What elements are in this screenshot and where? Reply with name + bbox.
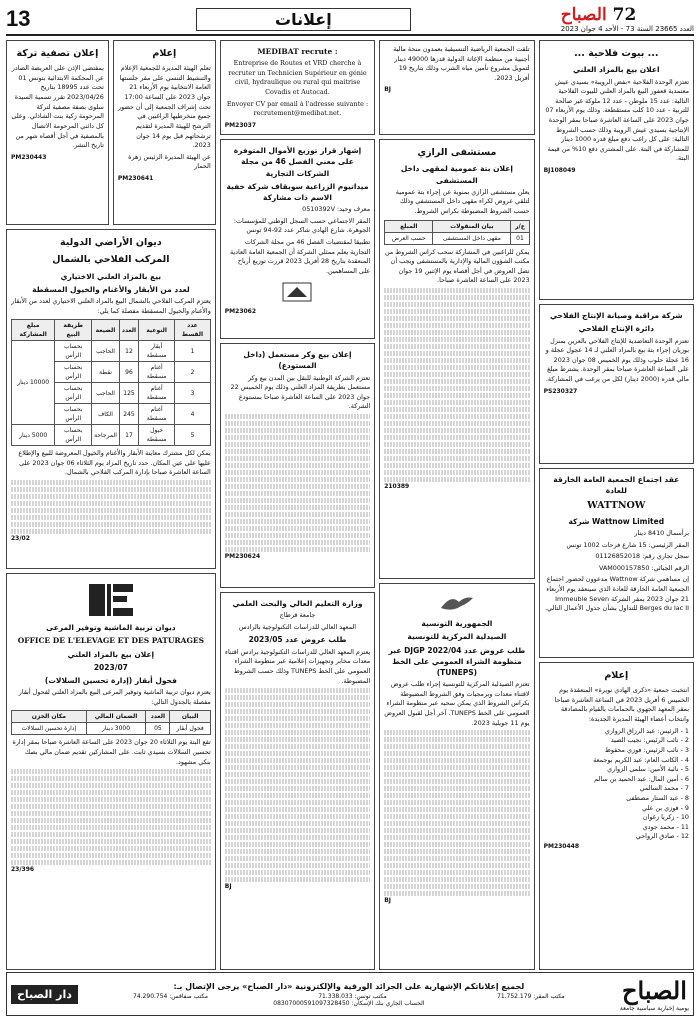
ad-ref: PM23062: [224, 307, 257, 315]
table-row: 4 أغنام مسقطة 245 الكاف بحساب الرأس: [11, 404, 210, 425]
footer-badge: دار الصباح: [11, 985, 78, 1004]
ad-ref: PM230443: [10, 153, 47, 161]
ad-subtitle-2: المعهد العالي للدراسات التكنولوجية بالرادس: [238, 622, 357, 631]
page-header: [6, 4, 694, 36]
company-id: معرف وحيد: 0510392V: [302, 205, 371, 214]
ad-body: تعلم الهيئة المديرة للجمعية الإعلام والتنشيط التنسي على مقر جلستها العامة الانتخابية يوم الأربعاء 21 جوان 2023 على الساعة 17:00 تحت إشراف الجمعية إلى أن حضور جميع منخرطيها الراغبين في الترشح للهيئة المديرة لتقديم ترشحاتهم قبل يوم 14 جوان 2023.: [118, 64, 211, 150]
ad-ref: 23/396: [10, 866, 35, 874]
ad-ref: PM230448: [543, 843, 580, 850]
table-header: ع/ر: [511, 220, 529, 232]
table-header: عدد القسط: [175, 320, 211, 341]
ad-ref: PM230641: [117, 174, 154, 182]
list-item: 11 - محمد جودي: [642, 822, 689, 831]
signature: عن الهيئة المديرة الرئيس زهرة الحمار: [128, 152, 211, 171]
list-item: 4 - الكاتب العام: عبد الكريم بوجمعة: [593, 755, 689, 764]
page-footer: [6, 972, 694, 1016]
table-header: العدد: [119, 320, 138, 341]
lots-table: [11, 319, 211, 446]
table-header: المبلغ: [385, 220, 433, 232]
column-2: [379, 40, 534, 970]
ad-body: إن مساهمي شركة Wattnow مدعوون لحضور اجتماع الجمعية العامة الخارقة للعادة الذي سينعقد يوم الأربعاء 21 جوان 2023 بمقر الشركة Immeuble Seven Berges du lac II للتداول بشأن جدول الأعمال التالي.: [545, 575, 689, 613]
list-item: 7 - محمد السالمي: [639, 784, 689, 793]
ad-subtitle: دائرة الإنتاج الفلاحي: [578, 324, 654, 334]
table-header: الضيعة: [92, 320, 120, 341]
ad-razi-hospital: [379, 139, 534, 579]
list-item: 6 - أمين المال: عبد الحميد بن سالم: [594, 774, 689, 783]
footer-logo: الصباح: [622, 976, 687, 1005]
ad-body: تقع البتة يوم الثلاثاء 20 جوان 2023 على الساعة العاشرة صباحا بمقر إدارة تحسين السلالات بسيدي ثابت. على المشاركين تقديم ضمان مالي بصك بنكي مشهود.: [12, 738, 211, 766]
tender-call: طلب عروض عدد DJGP 2022/04 عبر منظومة الشراء العمومي على الخط (TUNEPS): [388, 645, 526, 677]
ad-body: تعتزم الصيدلية المركزية للتونسية إجراء طلب عروض لاقتناء معدات وبرمجيات وفق الشروط المضبوطة بكراس الشروط الذي يمكن سحبه عبر منظومة الشراء العمومي على الخط TUNEPS. آخر أجل لقبول العروض يوم 11 جويلية 2023.: [384, 680, 530, 727]
masthead-logo: 72 الصباح: [560, 5, 637, 25]
table-header: مكان الخزن: [11, 711, 86, 723]
ad-title: ... بيوت فلاحية ...: [574, 48, 659, 59]
list-item: 1 - الرئيس: عبد الرزاق الزواري: [604, 726, 689, 735]
footer-contact: [78, 982, 620, 1007]
ad-intro: يعتزم ديوان تربية الماشية وتوفير المرعى البيع بالمزاد العلني لفحول أبقار مفصلة بالجدول التالي:: [18, 688, 211, 706]
fine-print: [225, 414, 370, 552]
bulls-table: [11, 710, 211, 735]
page-number: 13: [6, 6, 31, 31]
column-1: [539, 40, 694, 970]
section-title: إعلانات: [196, 8, 411, 31]
ad-ref: BJ: [224, 883, 232, 891]
capital: برأسمال 8410 دينار: [634, 529, 689, 537]
fine-print: [225, 688, 370, 882]
ad-body: يعتزم المعهد العالي للدراسات التكنولوجية برادس اقتناء معدات مخابر وتجهيزات إعلامية عبر منظومة الشراء العمومي على الخط TUNEPS وذلك حسب الشروط المضبوطة.: [224, 647, 371, 685]
table-header: مبلغ المشاركة: [11, 320, 54, 341]
issue-line: العدد 23665 السنة 73 - الأحد 4 جوان 2023: [560, 25, 694, 33]
ad-body: يمكن لكل مشترك معاينة الأبقار والأغنام والخيول المعروضة للبيع والإطلاع عليها على عين المكان. حدد تاريخ المزاد يوم الثلاثاء 06 جوان 2023 على الساعة العاشرة صباحا بإدارة المركب الفلاحي بالشمال.: [18, 449, 211, 477]
ad-title: الجمهورية التونسية: [421, 619, 493, 628]
table-header: بيان المنقولات: [433, 220, 511, 232]
ad-body: تعتزم الوحدة الفلاحية «بفض الرويبة» بسيدي عيش معتمدية قعفور البيع بالمزاد العلني للبيوت الفلاحية التالية: عدد 15 ملوطن - عدد 12 ملوكة غير صالحة للتربية - عدد 10 كلب مستقطعة. وذلك يوم الأربعاء 07 جوان 2023 على الساعة العاشرة صباحا بمقر الوحدة الإنتاجية بسيدي عيش الرويبة وذلك حسب الشروط التالية: على كل راغب دفع مبلغ قدره 1000 دينار للمشاركة في البتة. على المشتري دفع 10% من قيمة البتة.: [545, 77, 689, 163]
table-row: 1 أبقار مسقطة 12 الحاجب بحساب الرأس 10000 دينار: [11, 341, 210, 362]
company-address: المقر الاجتماعي حسب السجل الوطني للمؤسسات: الجوهرة، شارع الهادي شاكر عدد 92-94 تونس: [233, 216, 371, 235]
ad-body: انتخبت جمعية «ذكرى الهادي نويرة» المنعقدة يوم الخميس 6 أفريل 2023 في الساعة العاشرة صباحا بمقر المعهد الجهوي بالحمامات بالقيام بالمصادقة وانتخاب أعضاء الهيئة المديرة الجديدة:: [554, 686, 689, 724]
ad-title: إعلان تصفية تركة: [16, 48, 99, 59]
registry: سجل تجاري رقم: 01126852018: [595, 552, 689, 561]
ad-body: تعتزم الشركة الوطنية للنقل بين المدن بيع وكر مستعمل بطريقة المزاد العلني وذلك يوم الخميس 22 جوان 2023 على الساعة العاشرة صباحا بمستودع الشركة.: [230, 373, 371, 411]
column-4: [6, 40, 216, 970]
list-item: 8 - عبد الستار مصطفى: [626, 793, 689, 802]
footer-account: الحساب الجاري بنك الإسكان: 08307000591097328450: [273, 999, 425, 1007]
ad-title: إعلام: [152, 48, 177, 59]
ad-subtitle: ميداتيوم الزراعية سوبقاف شركة خفية الاسم ذات مشاركة: [226, 181, 369, 202]
table-header: طريقة البيع: [55, 320, 92, 341]
company-logo-icon: [277, 279, 317, 305]
member-list: [544, 727, 689, 842]
ad-title: ديوان تربية الماشية وتوفير المرعى: [46, 623, 176, 632]
table-row: 3 أغنام مسقطة 125 الحاجب بحساب الرأس: [11, 383, 210, 404]
fine-print: [384, 730, 529, 896]
tax-id: الرقم الجبائي: VAM000157850: [598, 563, 689, 572]
ad-intro: يعتزم المركب الفلاحي بالشمال البيع بالمزاد العلني الاختياري لعدد من الأبقار والأغنام والخيول المسقطة مفصلة كما يلي:: [11, 297, 211, 315]
company-name: WATTNOW: [587, 499, 646, 511]
fine-print: [384, 288, 529, 482]
list-item: 3 - نائب الرئيس: فوزي محفوظ: [604, 745, 689, 754]
masthead: [561, 5, 694, 33]
ad-higher-education: [220, 592, 375, 970]
ad-title: عقد اجتماع الجمعية العامة الخارقة للعادة: [553, 475, 680, 496]
address: المقر الرئيسي: 15 شارع فرحات 1002 تونس: [566, 540, 689, 549]
ad-farm-houses: [539, 40, 694, 300]
auction-number: 2023/07: [93, 662, 128, 672]
ad-livestock-office: [6, 573, 216, 970]
table-header: النوعية: [139, 320, 175, 341]
table-header: العدد: [146, 711, 170, 723]
ad-title-fr: OFFICE DE L'ELEVAGE ET DES PATURAGES: [17, 636, 205, 646]
list-item: 2 - نائب الرئيس: نجيب الصيد: [610, 736, 689, 745]
ad-subtitle: الصيدلية المركزية للتونسية: [407, 632, 507, 642]
list-item: 10 - زكريا زغوان: [642, 813, 689, 822]
ad-title: إعلام: [604, 670, 629, 681]
office-tunis: مكتب تونس: 71.338.033: [318, 992, 387, 1000]
ad-body-2: يمكن للراغبين في المشاركة سحب كراس الشروط من مكتب الشؤون المالية والإدارية بالمستشفى ويجب أن تصل العروض في أجل أقصاه يوم الإثنين 19 جوان 2023 على الساعة العاشرة صباحا.: [384, 247, 530, 285]
ad-ref: PS230327: [543, 387, 578, 395]
ad-subtitle: المركب الفلاحي بالشمال: [52, 254, 170, 266]
footer-contact-line: لجميع إعلاناتكم الإشهارية على الجرائد الورقية والإلكترونية «دار الصباح» يرجى الإتصال بـ:: [173, 981, 525, 991]
list-item: 9 - فوزي بن علي: [642, 803, 689, 812]
ad-subtitle-3: لعدد من الأبقار والأغنام والخيول المسقطة: [32, 284, 190, 294]
ad-title: شركة مراقبة وصيانة الإنتاج الفلاحي: [549, 311, 683, 320]
ad-ref: PM230624: [224, 552, 261, 560]
ad-association-grant: [379, 40, 534, 135]
ad-ref: PM23037: [224, 121, 257, 129]
ad-title: وزارة التعليم العالي والبحث العلمي: [232, 599, 363, 608]
ad-body: يعلن مستشفى الرازي بمنوبة عن إجراء بتة عمومية لتلقي عروض لكراء مقهى داخل المستشفى وذلك حسب الشروط المضبوطة بكراس الشروط.: [395, 187, 530, 215]
ad-association-notice-2: [113, 40, 216, 225]
ad-ref: 210389: [384, 483, 410, 491]
table-header: البيان: [170, 711, 210, 723]
livestock-office-logo-icon: [81, 580, 141, 620]
ad-ref: BJ108049: [543, 166, 576, 174]
ad-association-notice: [539, 662, 694, 970]
ad-body: تطبيقا لمقتضيات الفصل 46 من مجلة الشركات التجارية يعلم ممثلي الشركة أن الجمعية العامة العادية المنعقدة بتاريخ 28 أفريل 2023 قررت توزيع أرباح على المساهمين.: [229, 238, 371, 275]
ad-subtitle: جامعة قرطاج: [279, 611, 316, 620]
ad-used-vehicle-sale: [220, 343, 375, 588]
ad-subtitle: إعلان بتة عمومية لمقهى داخل المستشفى: [400, 164, 513, 185]
table-row: 2 أغنام مسقطة 96 نقطة بحساب الرأس: [11, 362, 210, 383]
ad-ref: BJ: [384, 897, 391, 905]
table-header: الضمان المالي: [86, 711, 146, 723]
ad-dividend-notice: [220, 139, 375, 339]
ad-ref: BJ: [384, 86, 391, 94]
ad-body: تلقت الجمعية الرياضية التنسيقية بعمدون منحة مالية أجنبية من منظمة الإغاثة الدولية قدرها 49000 دينار لتمويل مشروع تأمين مياه الشرب وذلك بتاريخ 19 أفريل 2023.: [393, 45, 530, 82]
footer-tagline: يومية إخبارية سياسية جامعة: [619, 1005, 689, 1012]
ad-body: تعتزم الوحدة التعاضدية للإنتاج الفلاحي بالعرين بمنزل بوزيان إجراء بتة بيع بالمزاد العلني لـ 14 عجول عجلة و 16 عجلة حلوب وذلك يوم الخميس 08 جوان 2023 على الساعة العاشرة صباحا بمقر الوحدة. يشترط مبلغ مالي قدره (2000 دينار) لكل من يرغب في المشاركة.: [545, 336, 689, 383]
list-item: 12 - صادق الرواحي: [635, 832, 689, 841]
company-name-2: Wattnow Limited شركة: [568, 516, 665, 526]
tender-call: طلب عروض عدد 2023/05: [248, 635, 347, 645]
ad-title: إعلان بيع وكر مستعمل (داخل المستودع): [243, 350, 352, 371]
table-row: 5 خيول مسقطة 17 المرجاحة بحساب الرأس 5000 دينار: [11, 425, 210, 446]
column-3: [220, 40, 375, 970]
ad-agri-production: [539, 304, 694, 464]
ad-title: إشهار قرار توزيع الأموال المتوفرة على معني الفصل 46 من مجلة الشركات التجارية: [233, 146, 362, 178]
office-sfax: مكتب صفاقس: 74.290.754: [133, 992, 208, 1000]
bird-emblem-icon: [437, 590, 477, 616]
ad-central-pharmacy: [379, 583, 534, 970]
ad-body: بمقتضى الإذن على العريضة الصادر عن المحكمة الابتدائية بتونس 01 تحت عدد 18995 بتاريخ 2023/04/26 تقرر تسمية السيدة سلوى بصفة مصفية لتركة المرحومة زكية بنت الشاذلي. وعلى كل دائني المرحومة الاتصال بالمصفية في أجل أقصاه شهر من تاريخ النشر.: [11, 64, 104, 150]
fine-print: [11, 480, 211, 534]
ad-medibat-recruit: [220, 40, 375, 135]
fine-print: [11, 769, 211, 865]
office-hq: مكتب المقر: 71.752.179: [497, 992, 565, 1000]
ad-contact: Envoyer CV par email à l'adresse suivante : recrutement@medibat.net.: [226, 99, 369, 118]
ad-wattnow-meeting: [539, 468, 694, 658]
auction-call: إعلان بيع بالمزاد العلني: [67, 649, 155, 659]
ad-subtitle: فحول أبقار (إدارة تحسين السلالات): [44, 676, 177, 685]
ad-title: ديوان الأراضي الدولية: [60, 237, 162, 248]
ad-columns: [6, 40, 694, 970]
ad-title: مستشفى الرازي: [417, 147, 497, 158]
ad-subtitle: اعلان بيع بالمزاد العلني: [573, 65, 660, 75]
items-table: [384, 220, 529, 245]
table-row: 01 مقهى داخل المستشفى حسب العرض: [385, 232, 529, 244]
footer-offices: [78, 993, 620, 1000]
ad-estate-liquidation: [6, 40, 109, 225]
list-item: 5 - نائبة الأمين: سلمى الزواري: [607, 765, 689, 774]
ad-body: Entreprise de Routes et VRD cherche à recruter un Technicien Supérieur en génie civil, hydraulique ou rural qui maitrise Covadis et Autocad.: [228, 59, 367, 97]
footer-brand: [620, 976, 689, 1012]
ad-title: MEDIBAT recrute :: [257, 47, 338, 56]
table-row: فحول أبقار 05 3000 دينار إدارة تحسين السلالات: [11, 723, 210, 735]
ad-ref: 23/02: [10, 535, 30, 543]
ad-state-lands-auction: [6, 229, 216, 569]
top-row-ads: [6, 40, 216, 225]
ad-subtitle-2: بيع بالمزاد العلني الاختياري: [60, 271, 162, 281]
